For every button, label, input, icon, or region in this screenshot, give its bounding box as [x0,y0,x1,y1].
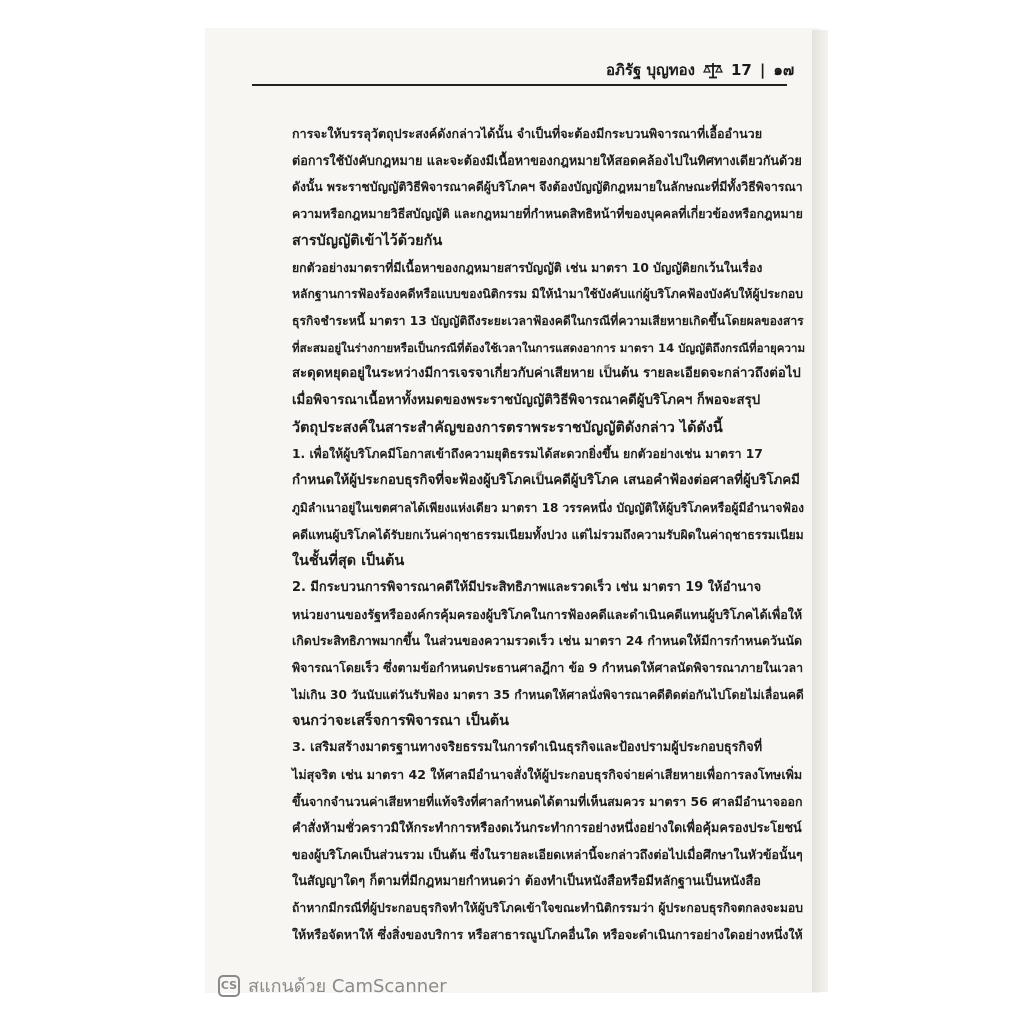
text-line: เกิดประสิทธิภาพมากขึ้น ในส่วนของความรวดเร็ว เช่น มาตรา 24 กำหนดให้มีการกำหนดวันนัด [292,633,803,649]
paragraph-item-2 [252,575,804,735]
text-line: ไม่สุจริต เช่น มาตรา 42 ให้ศาลมีอำนาจสั่งให้ผู้ประกอบธุรกิจจ่ายค่าเสียหายเพื่อการลงโทษเพิ่ม [292,766,803,782]
author-name: อภิรัฐ บุญทอง [606,61,695,79]
text-line: สะดุดหยุดอยู่ในระหว่างมีการเจรจาเกี่ยวกับค่าเสียหาย เป็นต้น รายละเอียดจะกล่าวถึงต่อไป [292,366,801,382]
body-text [252,121,806,949]
camscanner-watermark [218,971,447,1000]
page-edge [812,30,828,992]
text-line: หน่วยงานของรัฐหรือองค์กรคุ้มครองผู้บริโภคในการฟ้องคดีและดำเนินคดีแทนผู้บริโภคได้เพื่อให้ [292,606,803,622]
text-line: ดังนั้น พระราชบัญญัติวิธีพิจารณาคดีผู้บริโภคฯ จึงต้องบัญญัติกฎหมายในลักษณะที่มีทั้งวิธีพิจารณา [292,180,803,195]
text-line: ธุรกิจชำระหนี้ มาตรา 13 บัญญัติถึงระยะเวลาฟ้องคดีในกรณีที่ความเสียหายเกิดขึ้นโดยผลของสาร [292,313,804,328]
text-line: การจะให้บรรลุวัตถุประสงค์ดังกล่าวได้นั้น จำเป็นที่จะต้องมีกระบวนพิจารณาที่เอื้ออำนวย [292,126,763,141]
text-line: ภูมิลำเนาอยู่ในเขตศาลได้เพียงแห่งเดียว มาตรา 18 วรรคหนึ่ง บัญญัติให้ผู้บริโภคหรือผู้มีอำนาจฟ้อง [292,500,805,515]
text-line: ต่อการใช้บังคับกฎหมาย และจะต้องมีเนื้อหาของกฎหมายให้สอดคล้องไปในทิศทางเดียวกันด้วย [292,152,802,168]
text-line: วัตถุประสงค์ในสาระสำคัญของการตราพระราชบัญญัติดังกล่าว ได้ดังนี้ [292,419,723,436]
text-line: กำหนดให้ผู้ประกอบธุรกิจที่จะฟ้องผู้บริโภคเป็นคดีผู้บริโภค เสนอคำฟ้องต่อศาลที่ผู้บริโภคมี [292,473,800,489]
text-line: 1. เพื่อให้ผู้บริโภคมีโอกาสเข้าถึงความยุติธรรมได้สะดวกยิ่งขึ้น ยกตัวอย่างเช่น มาตรา 17 [292,447,763,462]
text-line: ในสัญญาใดๆ ก็ตามที่มีกฎหมายกำหนดว่า ต้องทำเป็นหนังสือหรือมีหลักฐานเป็นหนังสือ [292,873,761,889]
header-rule [252,84,787,86]
page-number: 17 [730,61,752,79]
paragraph-examples [252,255,806,389]
scales-of-justice-icon [703,61,723,79]
paragraph-purpose [252,121,803,255]
page-number-separator: | [759,61,766,79]
text-line: คดีแทนผู้บริโภคได้รับยกเว้นค่าฤชาธรรมเนียมทั้งปวง แต่ไม่รวมถึงความรับผิดในค่าฤชาธรรมเนียม [292,527,804,542]
text-line: ความหรือกฎหมายวิธีสบัญญัติ และกฎหมายที่กำหนดสิทธิหน้าที่ของบุคคลที่เกี่ยวข้องหรือกฎหมาย [292,207,803,222]
watermark-text: สแกนด้วย CamScanner [248,976,447,997]
text-line: ถ้าหากมีกรณีที่ผู้ประกอบธุรกิจทำให้ผู้บริโภคเข้าใจขณะทำนิติกรรมว่า ผู้ประกอบธุรกิจตกลงจะมอบ [292,901,803,916]
paragraph-item-3 [252,735,803,869]
paragraph-item-1 [252,441,805,575]
paragraph-contracts [252,869,803,949]
text-line: ที่สะสมอยู่ในร่างกายหรือเป็นกรณีที่ต้องใช้เวลาในการแสดงอาการ มาตรา 14 บัญญัติถึงกรณีที่อายุความ [292,340,806,355]
text-line: ให้หรือจัดหาให้ ซึ่งสิ่งของบริการ หรือสาธารณูปโภคอื่นใด หรือจะดำเนินการอย่างใดอย่างหนึ่งให้ [292,927,803,943]
camscanner-logo-icon: CS [218,975,240,997]
text-line: พิจารณาโดยเร็ว ซึ่งตามข้อกำหนดประธานศาลฎีกา ข้อ 9 กำหนดให้ศาลนัดพิจารณาภายในเวลา [292,661,803,676]
text-line: สารบัญญัติเข้าไว้ด้วยกัน [292,232,443,249]
text-line: ในชั้นที่สุด เป็นต้น [292,553,405,570]
text-line: เมื่อพิจารณาเนื้อหาทั้งหมดของพระราชบัญญัติวิธีพิจารณาคดีผู้บริโภคฯ ก็พอจะสรุป [292,393,761,409]
running-header [606,58,794,82]
text-line: ยกตัวอย่างมาตราที่มีเนื้อหาของกฎหมายสารบัญญัติ เช่น มาตรา 10 บัญญัติยกเว้นในเรื่อง [292,260,763,275]
text-line: ไม่เกิน 30 วันนับแต่วันรับฟ้อง มาตรา 35 กำหนดให้ศาลนั่งพิจารณาคดีติดต่อกันไปโดยไม่เลื่อนคดี [292,687,804,702]
text-line: ขึ้นจากจำนวนค่าเสียหายที่แท้จริงที่ศาลกำหนดได้ตามที่เห็นสมควร มาตรา 56 ศาลมีอำนาจออก [292,793,803,809]
text-line: จนกว่าจะเสร็จการพิจารณา เป็นต้น [292,713,509,730]
text-line: หลักฐานการฟ้องร้องคดีหรือแบบของนิติกรรม มิให้นำมาใช้บังคับแก่ผู้บริโภคฟ้องบังคับให้ผู้ประกอบ [292,287,803,302]
text-line: 2. มีกระบวนการพิจารณาคดีให้มีประสิทธิภาพและรวดเร็ว เช่น มาตรา 19 ให้อำนาจ [292,579,762,595]
text-line: คำสั่งห้ามชั่วคราวมิให้กระทำการหรืองดเว้นกระทำการอย่างหนึ่งอย่างใดเพื่อคุ้มครองประโยชน์ [292,820,802,836]
paragraph-summary [252,388,797,441]
text-line: ของผู้บริโภคเป็นส่วนรวม เป็นต้น ซึ่งในรายละเอียดเหล่านี้จะกล่าวถึงต่อไปเมื่อศึกษาในหัวข้อนั้นๆ [292,846,803,862]
text-line: 3. เสริมสร้างมาตรฐานทางจริยธรรมในการดำเนินธุรกิจและป้องปรามผู้ประกอบธุรกิจที่ [292,740,763,756]
page-number-thai: ๑๗ [773,61,795,79]
